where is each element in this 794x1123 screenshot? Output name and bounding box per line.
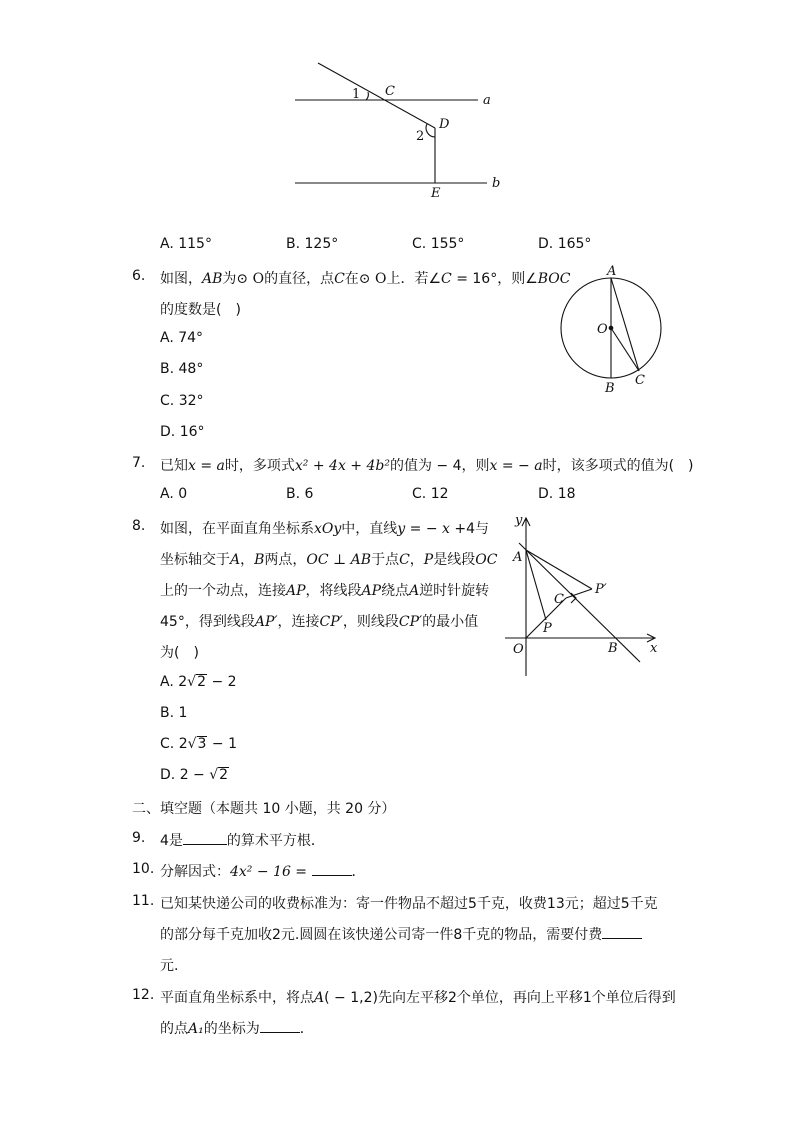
q8-option-d[interactable]: D. 2 − √2 bbox=[160, 767, 229, 783]
q7-stem: 已知x = a时，多项式x² + 4x + 4b²的值为 − 4，则x = − a时，该多项式的值为( ) bbox=[160, 458, 694, 474]
label-a: A bbox=[607, 264, 617, 279]
q9-number: 9. bbox=[132, 830, 146, 846]
q6-option-c[interactable]: C. 32° bbox=[160, 393, 204, 409]
q8-stem-line3: 上的一个动点，连接AP，将线段AP绕点A逆时针旋转 bbox=[160, 583, 490, 599]
label-c: C bbox=[554, 592, 564, 607]
q11-stem-line2: 的部分每千克加收2元.圆圆在该快递公司寄一件8千克的物品，需要付费 bbox=[160, 924, 642, 944]
q5-option-b[interactable]: B. 125° bbox=[286, 236, 339, 252]
label-e: E bbox=[431, 186, 441, 201]
q8-stem-line5: 为( ) bbox=[160, 645, 199, 661]
q7-option-d[interactable]: D. 18 bbox=[538, 486, 576, 502]
q6-stem-line1: 如图，AB为⊙ O的直径，点C在⊙ O上．若∠C = 16°，则∠BOC bbox=[160, 271, 571, 287]
label-d: D bbox=[439, 117, 450, 132]
q11-number: 11. bbox=[132, 893, 155, 909]
q11-stem-line3: 元. bbox=[160, 958, 179, 974]
sqrt-sign: √ bbox=[187, 736, 197, 752]
q5-option-a[interactable]: A. 115° bbox=[160, 236, 212, 252]
q8-number: 8. bbox=[132, 518, 146, 534]
label-a: a bbox=[483, 93, 491, 108]
q12-stem-line1: 平面直角坐标系中，将点A( − 1,2)先向左平移2个单位，再向上平移1个单位后得到 bbox=[160, 990, 676, 1006]
segment-oc bbox=[611, 328, 639, 371]
transversal bbox=[318, 63, 435, 128]
label-1: 1 bbox=[352, 87, 361, 102]
angle-1-arc bbox=[366, 92, 368, 100]
q11-answer-blank[interactable] bbox=[602, 924, 642, 939]
q8-option-a[interactable]: A. 2√2 − 2 bbox=[160, 674, 237, 690]
label-b: b bbox=[492, 176, 501, 191]
q12-number: 12. bbox=[132, 987, 155, 1003]
label-p-prime: P′ bbox=[595, 582, 607, 597]
label-b: B bbox=[605, 381, 615, 396]
q10-answer-blank[interactable] bbox=[312, 861, 352, 876]
q8-option-c[interactable]: C. 2√3 − 1 bbox=[160, 736, 237, 752]
label-o: O bbox=[597, 322, 608, 337]
q6-stem-line2: 的度数是( ) bbox=[160, 302, 241, 318]
center-dot bbox=[609, 326, 613, 330]
q8-option-b[interactable]: B. 1 bbox=[160, 705, 188, 721]
label-o: O bbox=[513, 642, 524, 657]
q7-option-a[interactable]: A. 0 bbox=[160, 486, 188, 502]
label-2: 2 bbox=[416, 129, 425, 144]
q5-option-d[interactable]: D. 165° bbox=[538, 236, 592, 252]
chord-ac bbox=[611, 278, 639, 371]
label-p: P bbox=[543, 621, 552, 636]
q6-number: 6. bbox=[132, 268, 146, 284]
q11-stem-line1: 已知某快递公司的收费标准为：寄一件物品不超过5千克，收费13元；超过5千克 bbox=[160, 896, 658, 912]
q6-option-d[interactable]: D. 16° bbox=[160, 424, 205, 440]
q9-answer-blank[interactable] bbox=[183, 830, 227, 845]
sqrt-sign: √ bbox=[209, 767, 219, 783]
q12-stem-line2: 的点A₁的坐标为 ． bbox=[160, 1018, 314, 1038]
q10-number: 10. bbox=[132, 861, 155, 877]
q12-answer-blank[interactable] bbox=[260, 1018, 300, 1033]
q7-option-c[interactable]: C. 12 bbox=[412, 486, 449, 502]
q8-coordinate-figure bbox=[495, 510, 675, 680]
q9-stem: 4是 的算术平方根． bbox=[160, 830, 325, 850]
q10-stem: 分解因式：4x² − 16 = ． bbox=[160, 861, 366, 881]
q5-option-c[interactable]: C. 155° bbox=[412, 236, 465, 252]
label-y: y bbox=[515, 513, 523, 528]
q7-number: 7. bbox=[132, 455, 146, 471]
label-b: B bbox=[608, 641, 618, 656]
section-title: 二、填空题（本题共 10 小题，共 20 分） bbox=[132, 801, 396, 817]
label-c: C bbox=[385, 84, 395, 99]
q6-option-b[interactable]: B. 48° bbox=[160, 361, 204, 377]
q6-circle-figure bbox=[555, 262, 670, 397]
q7-option-b[interactable]: B. 6 bbox=[286, 486, 314, 502]
q6-option-a[interactable]: A. 74° bbox=[160, 330, 204, 346]
q8-stem-line1: 如图，在平面直角坐标系xOy中，直线y = − x +4与 bbox=[160, 521, 490, 537]
label-c: C bbox=[635, 373, 645, 388]
sqrt-sign: √ bbox=[187, 674, 197, 690]
q8-stem-line4: 45°，得到线段AP′，连接CP′，则线段CP′的最小值 bbox=[160, 614, 479, 630]
q8-stem-line2: 坐标轴交于A，B两点，OC ⊥ AB于点C，P是线段OC bbox=[160, 552, 498, 568]
label-x: x bbox=[650, 641, 658, 656]
label-a: A bbox=[513, 550, 523, 565]
q5-figure bbox=[280, 55, 510, 205]
line-ab bbox=[519, 543, 640, 662]
